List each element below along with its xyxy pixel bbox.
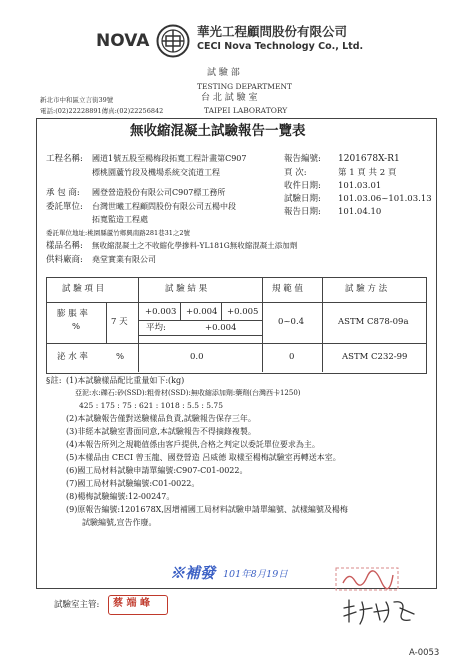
row1-spec: 0~0.4 [278,317,305,327]
row2-value: 0.0 [190,352,204,362]
supplier-label: 供料廠商: [46,255,83,265]
document-code: A-0053 [409,648,440,658]
row2-spec: 0 [289,352,295,362]
row1-item: 膨 脹 率 [57,309,88,319]
page-value: 第 1 頁 共 2 頁 [338,168,397,178]
reissue-date: 101年8月19日 [223,569,288,580]
table-rule [322,278,323,372]
company-name-zh: 華光工程顧問股份有限公司 [197,24,348,39]
note-6: (6)國工局材料試驗申請單編號:C907-C01-0022。 [66,466,248,475]
note-5: (5)本樣品由 CECI 曾玉龍、國登營造 呂威德 取樣至楊梅試驗室再轉送本室。 [66,453,341,462]
note-7: (7)國工局材料試驗編號:C01-0022。 [66,479,200,488]
contractor-value: 國登營造股份有限公司C907標工務所 [92,188,226,197]
note-2: (2)本試驗報告僅對送驗樣品負責,試驗報告保存三年。 [66,414,256,423]
handwritten-signature [340,594,420,628]
row2-method: ASTM C232-99 [342,352,408,362]
reissue-stamp: ※補發 [170,564,216,582]
company-name-en: CECI Nova Technology Co., Ltd. [197,41,364,52]
row2-item: 泌 水 率 [57,352,88,362]
row1-unit: % [72,322,81,332]
table-rule [221,303,222,320]
supplier-value: 堯堂實業有限公司 [92,255,156,264]
department-zh: 試 驗 部 [207,68,240,78]
company-phone: 電話:(02)22228891傳真:(02)22256842 [40,107,164,115]
table-rule [180,303,181,320]
client-value-line1: 台灣世曦工程顧問股份有限公司五楊中段 [92,202,236,211]
row1-value-3: +0.005 [227,307,259,317]
table-rule [138,335,262,336]
row1-avg-label: 平均: [146,323,166,333]
company-address: 新北市中和區立言街39號 [40,96,114,104]
report-date-value: 101.04.10 [338,207,382,217]
note-4: (4)本報告所列之規範值係由客戶提供,合格之判定以委託單位要求為主。 [66,440,320,449]
company-logo-icon [156,24,190,58]
department-en: TESTING DEPARTMENT [197,82,293,91]
lab-name-en: TAIPEI LABORATORY [204,106,288,115]
project-label: 工程名稱: [46,154,83,164]
note-8: (8)楊梅試驗編號:12-00247。 [66,492,175,501]
received-date-label: 收件日期: [284,181,321,191]
approval-seal [335,567,399,591]
test-date-value: 101.03.06~101.03.13 [338,194,432,204]
header-test-result: 試 驗 結 果 [165,284,208,294]
sample-label: 樣品名稱: [46,241,83,251]
project-name-line2: 標桃園蘆竹段及機場系統交流道工程 [92,168,220,177]
note-1: (1)本試驗樣品配比重量如下:(kg) [66,376,185,385]
table-rule [46,302,426,303]
table-rule [46,343,426,344]
report-date-label: 報告日期: [284,207,321,217]
client-address: 委託單位地址:桃園縣蘆竹鄉興南路281巷31之2號 [46,229,191,237]
table-rule [138,320,262,321]
row1-method: ASTM C878-09a [338,317,409,327]
table-rule [138,278,139,372]
header-test-item: 試 驗 項 目 [62,284,105,294]
supervisor-label: 試驗室主管: [54,600,100,610]
note-9-line1: (9)原報告編號:1201678X,因增補國工局材料試驗申請單編號、試樣編號及楊梅 [66,505,348,514]
header-method: 試 驗 方 法 [345,284,388,294]
header-spec: 規 範 值 [272,284,303,294]
lab-name-zh: 台 北 試 驗 室 [201,93,258,103]
project-name-line1: 國道1號五股至楊梅段拓寬工程計畫第C907 [92,154,247,163]
table-rule [106,303,107,343]
company-logo-text: NOVA [96,31,150,51]
notes-heading: §註: [46,376,62,386]
supervisor-name: 蔡 端 峰 [113,598,150,609]
row1-value-2: +0.004 [186,307,218,317]
row1-age: 7 天 [111,317,128,327]
note-3: (3)非經本試驗室書面同意,本試驗報告不得摘錄複製。 [66,427,256,436]
report-no-label: 報告編號: [284,154,321,164]
contractor-label: 承 包 商: [46,188,80,198]
report-title: 無收縮混凝土試驗報告一覽表 [130,123,306,139]
row1-avg-value: +0.004 [205,323,237,333]
table-rule [262,278,263,372]
client-value-line2: 拓寬監造工程處 [92,215,148,224]
report-no-value: 1201678X-R1 [338,154,400,164]
received-date-value: 101.03.01 [338,181,382,191]
test-date-label: 試驗日期: [284,194,321,204]
sample-value: 無收縮混凝土之不收縮化學摻料-YL181G無收縮混凝土添加劑 [92,241,298,250]
page-label: 頁 次: [284,168,307,178]
row2-unit: % [116,352,125,362]
note-1-mix-values: 425 : 175 : 75 : 621 : 1018 : 5.5 : 5.75 [79,401,223,410]
note-9-line2: 試驗編號,宣告作廢。 [82,518,157,527]
client-label: 委託單位: [46,202,83,212]
row1-value-1: +0.003 [145,307,177,317]
note-1-mix-header: 亞泥:水:礫石:砂(SSD):粗骨材(SSD):無收縮添加劑:藥劑(台灣西卡1250) [75,389,301,397]
